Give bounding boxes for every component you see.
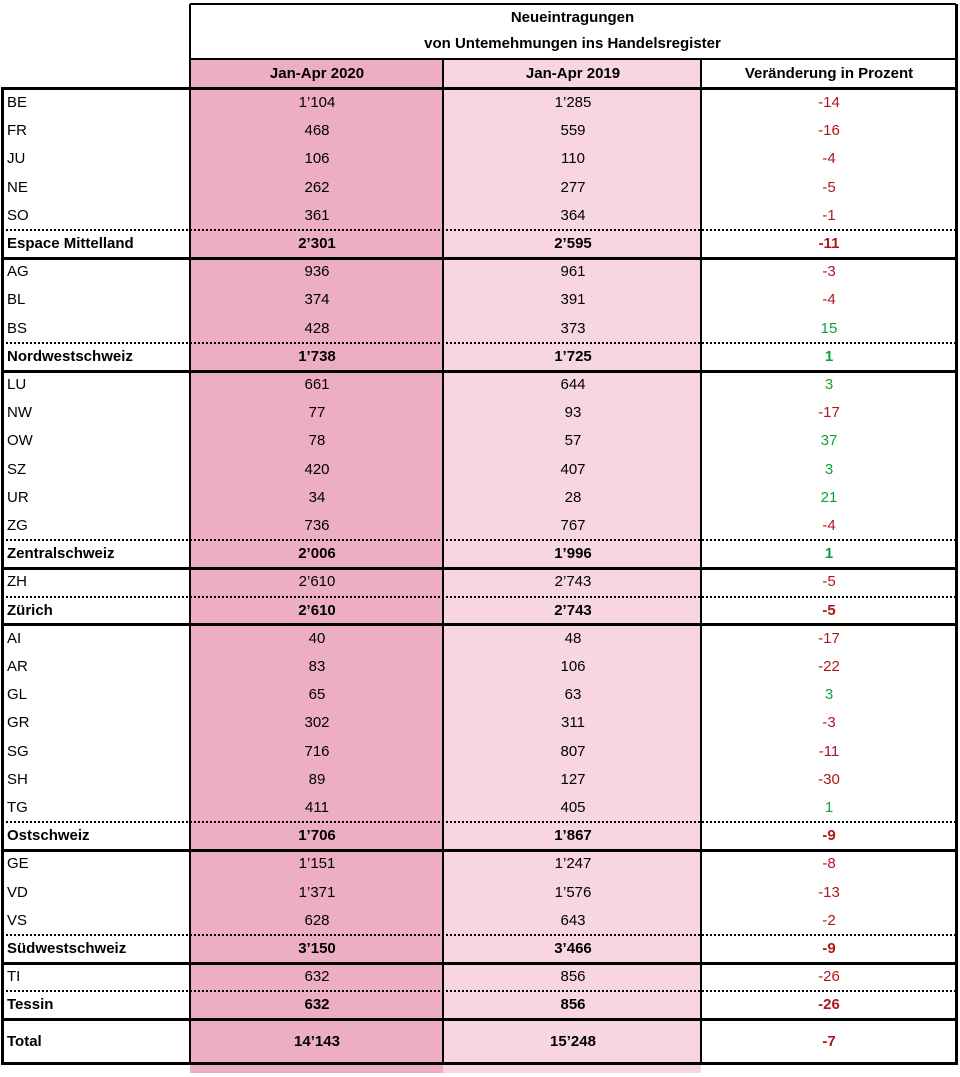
value-2019: 405 bbox=[560, 799, 586, 816]
canton-row bbox=[0, 794, 960, 822]
value-2019: 373 bbox=[560, 319, 586, 337]
canton-row bbox=[0, 117, 960, 145]
value-2019: 57 bbox=[564, 432, 582, 450]
region-total-row bbox=[0, 822, 960, 850]
value-2020: 420 bbox=[304, 460, 330, 478]
canton-row bbox=[0, 653, 960, 681]
region-name: Total bbox=[7, 1032, 42, 1050]
change-percent: -5 bbox=[822, 601, 836, 619]
canton-row bbox=[0, 371, 960, 399]
canton-row bbox=[0, 202, 960, 230]
change-percent: 1 bbox=[824, 545, 834, 563]
region-separator bbox=[2, 1018, 956, 1021]
region-name: Zentralschweiz bbox=[7, 545, 115, 563]
column-header-2020: Jan-Apr 2020 bbox=[269, 65, 365, 82]
canton-row bbox=[0, 315, 960, 343]
value-2020: 628 bbox=[304, 911, 330, 929]
value-2020: 736 bbox=[304, 517, 330, 534]
value-2020: 661 bbox=[304, 376, 330, 393]
value-2020: 34 bbox=[308, 488, 326, 506]
region-separator bbox=[2, 257, 956, 260]
value-2020: 361 bbox=[304, 206, 330, 224]
value-2019: 644 bbox=[560, 376, 586, 393]
value-2020: 2’610 bbox=[298, 573, 336, 591]
column-header-change: Veränderung in Prozent bbox=[744, 65, 914, 82]
region-name: LU bbox=[7, 376, 27, 393]
region-separator bbox=[2, 567, 956, 570]
value-2020: 936 bbox=[304, 263, 330, 281]
table-bottom-border bbox=[2, 1062, 956, 1065]
name-column-border bbox=[189, 4, 191, 1065]
value-2020: 1’738 bbox=[298, 347, 336, 365]
change-percent: 1 bbox=[824, 347, 834, 365]
dotted-separator bbox=[2, 596, 956, 598]
value-2019: 1’285 bbox=[554, 94, 592, 111]
value-2019: 1’725 bbox=[554, 347, 592, 365]
value-2019: 311 bbox=[561, 714, 585, 732]
region-total-row bbox=[0, 597, 960, 625]
value-2020: 2’301 bbox=[298, 235, 336, 252]
change-percent: -17 bbox=[818, 404, 840, 422]
value-2019: 106 bbox=[560, 658, 586, 675]
canton-row bbox=[0, 568, 960, 596]
column-header-2019: Jan-Apr 2019 bbox=[525, 65, 621, 82]
region-name: FR bbox=[7, 122, 27, 140]
canton-row bbox=[0, 174, 960, 202]
dotted-separator bbox=[2, 539, 956, 541]
region-total-row bbox=[0, 230, 960, 258]
region-name: BL bbox=[7, 291, 26, 309]
canton-row bbox=[0, 89, 960, 117]
value-2020: 468 bbox=[304, 122, 330, 140]
change-percent: -3 bbox=[822, 714, 836, 732]
region-total-row bbox=[0, 343, 960, 371]
region-name: NW bbox=[7, 404, 32, 422]
change-percent: -9 bbox=[822, 827, 836, 845]
canton-row bbox=[0, 258, 960, 286]
value-2020: 40 bbox=[308, 629, 326, 647]
value-2020: 302 bbox=[304, 714, 330, 732]
region-name: BS bbox=[7, 319, 28, 337]
region-total-row bbox=[0, 935, 960, 963]
value-2019: 63 bbox=[564, 686, 582, 704]
change-percent: -26 bbox=[818, 968, 840, 986]
canton-row bbox=[0, 427, 960, 455]
region-name: SZ bbox=[7, 460, 27, 478]
header-bottom-border bbox=[2, 87, 956, 90]
table-title-line-2: von Untemehmungen ins Handelsregister bbox=[424, 35, 721, 52]
value-2020: 89 bbox=[308, 770, 326, 788]
value-2019: 2’595 bbox=[554, 235, 592, 252]
value-2019: 127 bbox=[560, 770, 586, 788]
value-2019: 807 bbox=[560, 742, 586, 760]
value-2020: 1’104 bbox=[298, 94, 336, 111]
region-name: GE bbox=[7, 855, 29, 873]
value-2019: 856 bbox=[560, 996, 586, 1014]
canton-row bbox=[0, 512, 960, 540]
value-2019: 1’576 bbox=[554, 883, 592, 901]
region-total-row bbox=[0, 1020, 960, 1064]
value-2019: 407 bbox=[560, 460, 586, 478]
header-separator bbox=[190, 58, 956, 60]
region-name: VS bbox=[7, 911, 28, 929]
canton-row bbox=[0, 963, 960, 991]
change-percent: -30 bbox=[818, 770, 840, 788]
change-percent: 37 bbox=[820, 432, 838, 450]
region-name: ZG bbox=[7, 517, 28, 534]
change-percent: -11 bbox=[818, 742, 840, 760]
change-percent: 3 bbox=[824, 376, 834, 393]
dotted-separator bbox=[2, 934, 956, 936]
change-percent: -13 bbox=[818, 883, 840, 901]
region-name: UR bbox=[7, 488, 29, 506]
region-name: SG bbox=[7, 742, 29, 760]
canton-row bbox=[0, 484, 960, 512]
canton-row bbox=[0, 286, 960, 314]
change-percent: -1 bbox=[822, 206, 836, 224]
region-separator bbox=[2, 962, 956, 965]
left-border bbox=[1, 87, 4, 1065]
column-2020-border bbox=[442, 59, 444, 1065]
column-2019-border bbox=[700, 59, 702, 1065]
region-separator bbox=[2, 623, 956, 626]
change-percent: -16 bbox=[818, 122, 840, 140]
value-2020: 428 bbox=[304, 319, 330, 337]
value-2019: 110 bbox=[561, 150, 585, 168]
value-2020: 374 bbox=[304, 291, 330, 309]
value-2019: 2’743 bbox=[554, 573, 592, 591]
region-name: NE bbox=[7, 178, 28, 196]
region-name: TG bbox=[7, 799, 28, 816]
value-2020: 2’006 bbox=[298, 545, 336, 563]
change-percent: 3 bbox=[824, 460, 834, 478]
value-2020: 77 bbox=[308, 404, 326, 422]
change-percent: -3 bbox=[822, 263, 836, 281]
change-percent: -4 bbox=[822, 150, 836, 168]
table-top-border bbox=[190, 3, 956, 5]
change-percent: -7 bbox=[822, 1032, 836, 1050]
change-percent: -9 bbox=[822, 940, 836, 957]
value-2020: 262 bbox=[304, 178, 330, 196]
change-percent: -26 bbox=[818, 996, 840, 1014]
canton-row bbox=[0, 766, 960, 794]
change-percent: -4 bbox=[822, 517, 836, 534]
dotted-separator bbox=[2, 821, 956, 823]
canton-row bbox=[0, 625, 960, 653]
region-name: Espace Mittelland bbox=[7, 235, 134, 252]
value-2019: 559 bbox=[560, 122, 586, 140]
value-2019: 93 bbox=[564, 404, 582, 422]
region-separator bbox=[2, 370, 956, 373]
value-2020: 716 bbox=[304, 742, 330, 760]
dotted-separator bbox=[2, 990, 956, 992]
value-2019: 1’996 bbox=[554, 545, 592, 563]
value-2019: 391 bbox=[560, 291, 586, 309]
change-percent: -2 bbox=[822, 911, 836, 929]
change-percent: 21 bbox=[820, 488, 838, 506]
value-2019: 277 bbox=[560, 178, 586, 196]
region-name: BE bbox=[7, 94, 28, 111]
region-name: OW bbox=[7, 432, 33, 450]
table-title-line-1: Neueintragungen bbox=[510, 9, 635, 26]
value-2020: 3’150 bbox=[298, 940, 336, 957]
value-2019: 364 bbox=[560, 206, 586, 224]
value-2019: 2’743 bbox=[554, 601, 592, 619]
canton-row bbox=[0, 681, 960, 709]
region-name: TI bbox=[7, 968, 21, 986]
value-2020: 1’371 bbox=[298, 883, 336, 901]
region-total-row bbox=[0, 540, 960, 568]
region-name: Ostschweiz bbox=[7, 827, 90, 845]
change-percent: -8 bbox=[822, 855, 836, 873]
canton-row bbox=[0, 399, 960, 427]
canton-row bbox=[0, 145, 960, 173]
canton-row bbox=[0, 709, 960, 737]
canton-row bbox=[0, 879, 960, 907]
region-name: SO bbox=[7, 206, 29, 224]
value-2020: 65 bbox=[308, 686, 326, 704]
change-percent: -14 bbox=[818, 94, 840, 111]
value-2020: 83 bbox=[308, 658, 326, 675]
canton-row bbox=[0, 907, 960, 935]
region-name: SH bbox=[7, 770, 28, 788]
value-2020: 1’151 bbox=[298, 855, 336, 873]
value-2020: 106 bbox=[304, 150, 330, 168]
change-percent: 3 bbox=[824, 686, 834, 704]
value-2019: 1’247 bbox=[554, 855, 592, 873]
change-percent: -4 bbox=[822, 291, 836, 309]
region-name: ZH bbox=[7, 573, 27, 591]
region-name: AG bbox=[7, 263, 29, 281]
canton-row bbox=[0, 738, 960, 766]
value-2020: 14’143 bbox=[294, 1032, 340, 1050]
region-name: Zürich bbox=[7, 601, 53, 619]
canton-row bbox=[0, 456, 960, 484]
region-name: Nordwestschweiz bbox=[7, 347, 133, 365]
right-border bbox=[955, 4, 958, 1065]
value-2020: 411 bbox=[305, 799, 329, 816]
dotted-separator bbox=[2, 342, 956, 344]
value-2019: 15’248 bbox=[550, 1032, 596, 1050]
change-percent: -5 bbox=[822, 573, 836, 591]
region-name: JU bbox=[7, 150, 26, 168]
change-percent: 1 bbox=[824, 799, 834, 816]
value-2020: 1’706 bbox=[298, 827, 336, 845]
region-name: GL bbox=[7, 686, 28, 704]
region-name: Südwestschweiz bbox=[7, 940, 127, 957]
value-2020: 2’610 bbox=[298, 601, 336, 619]
value-2020: 78 bbox=[308, 432, 326, 450]
region-name: VD bbox=[7, 883, 28, 901]
dotted-separator bbox=[2, 229, 956, 231]
change-percent: 15 bbox=[820, 319, 838, 337]
region-separator bbox=[2, 849, 956, 852]
value-2019: 1’867 bbox=[554, 827, 592, 845]
value-2020: 632 bbox=[304, 968, 330, 986]
region-name: Tessin bbox=[7, 996, 54, 1014]
value-2019: 28 bbox=[564, 488, 582, 506]
value-2019: 48 bbox=[564, 629, 582, 647]
value-2019: 856 bbox=[560, 968, 586, 986]
region-name: AI bbox=[7, 629, 22, 647]
change-percent: -17 bbox=[818, 629, 840, 647]
canton-row bbox=[0, 850, 960, 878]
value-2019: 3’466 bbox=[554, 940, 592, 957]
value-2019: 643 bbox=[560, 911, 586, 929]
value-2019: 767 bbox=[560, 517, 586, 534]
change-percent: -22 bbox=[818, 658, 840, 675]
value-2019: 961 bbox=[560, 263, 586, 281]
value-2020: 632 bbox=[304, 996, 330, 1014]
region-name: AR bbox=[7, 658, 28, 675]
change-percent: -11 bbox=[818, 235, 840, 252]
region-name: GR bbox=[7, 714, 30, 732]
change-percent: -5 bbox=[822, 178, 836, 196]
region-total-row bbox=[0, 991, 960, 1019]
